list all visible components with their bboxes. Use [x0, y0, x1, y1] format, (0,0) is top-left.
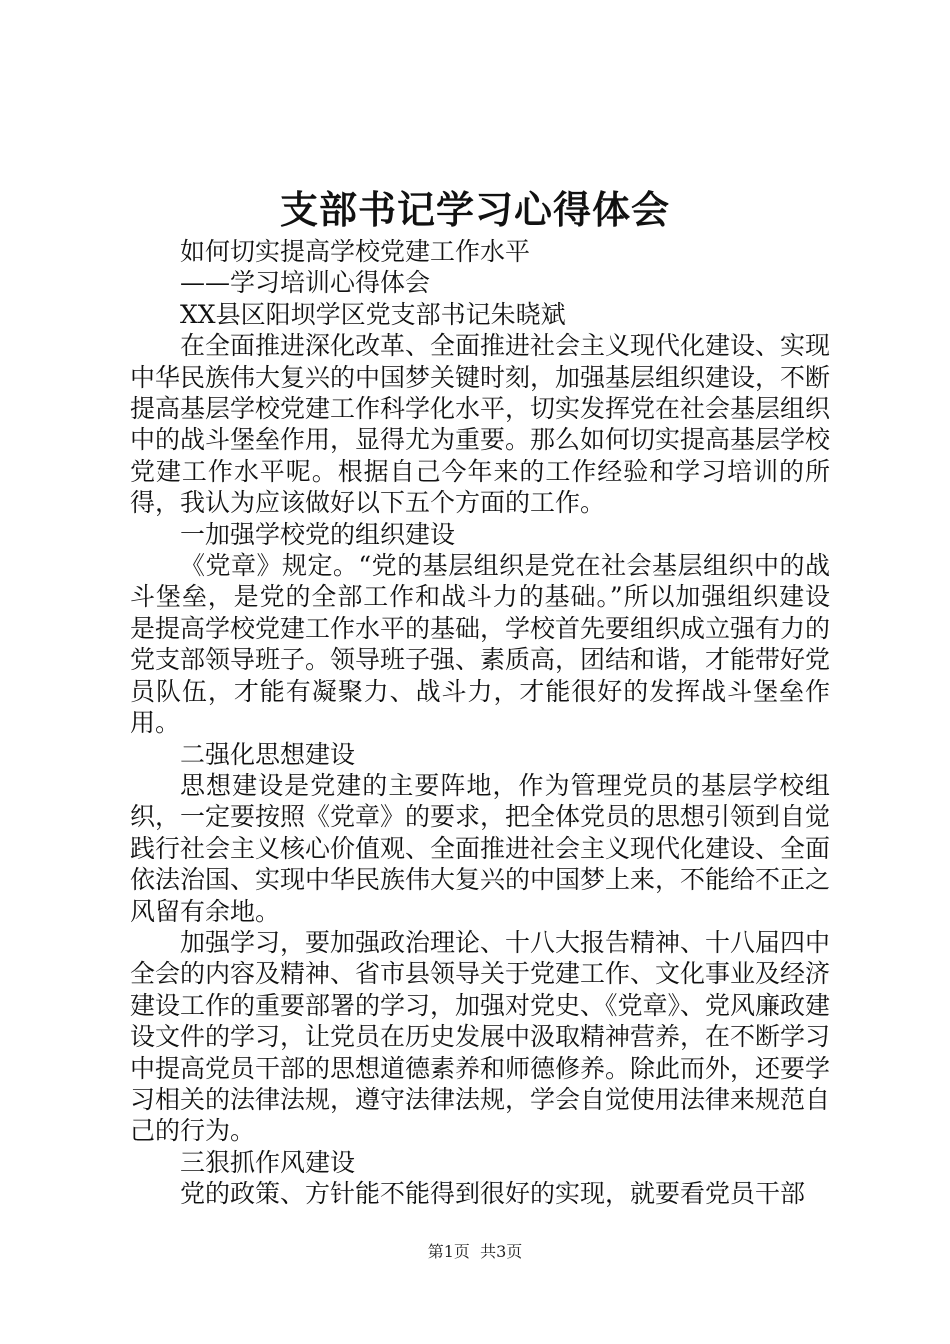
author-line: XX县区阳坝学区党支部书记朱晓斌 — [180, 299, 566, 329]
subtitle-line: ——学习培训心得体会 — [180, 268, 431, 298]
document-body — [130, 236, 830, 1210]
body-paragraph: 《党章》规定。“党的基层组织是党在社会基层组织中的战斗堡垒，是党的全部工作和战斗力的基础。”所以加强组织建设是提高学校党建工作水平的基础，学校首先要组织成立强有力的党支部领导班子。领导班子强、素质高，团结和谐，才能带好党员队伍，才能有凝聚力、战斗力，才能很好的发挥战斗堡垒作用。 — [130, 551, 831, 738]
body-paragraph: 党的政策、方针能不能得到很好的实现，就要看党员干部 — [180, 1179, 806, 1209]
subtitle-line: 如何切实提高学校党建工作水平 — [180, 237, 531, 266]
page-footer — [0, 1241, 950, 1263]
section-heading: 二强化思想建设 — [180, 739, 356, 769]
document-title: 支部书记学习心得体会 — [279, 187, 670, 232]
section-heading: 三狠抓作风建设 — [180, 1147, 356, 1177]
body-paragraph: 加强学习，要加强政治理论、十八大报告精神、十八届四中全会的内容及精神、省市县领导关于党建工作、文化事业及经济建设工作的重要部署的学习，加强对党史、《党章》、党风廉政建设文件的学习，让党员在历史发展中汲取精神营养，在不断学习中提高党员干部的思想道德素养和师德修养。除此而外，还要学习相关的法律法规，遵守法律法规，学会自觉使用法律来规范自己的行为。 — [130, 927, 831, 1146]
page-number: 第1页 共3页 — [427, 1242, 523, 1261]
body-paragraph: 思想建设是党建的主要阵地，作为管理党员的基层学校组织，一定要按照《党章》的要求，把全体党员的思想引领到自觉践行社会主义核心价值观、全面推进社会主义现代化建设、全面依法治国、实现中华民族伟大复兴的中国梦上来，不能给不正之风留有余地。 — [130, 770, 831, 926]
section-heading: 一加强学校党的组织建设 — [180, 519, 456, 549]
body-paragraph: 在全面推进深化改革、全面推进社会主义现代化建设、实现中华民族伟大复兴的中国梦关键时刻，加强基层组织建设，不断提高基层学校党建工作科学化水平，切实发挥党在社会基层组织中的战斗堡垒作用，显得尤为重要。那么如何切实提高基层学校党建工作水平呢。根据自己今年来的工作经验和学习培训的所得，我认为应该做好以下五个方面的工作。 — [130, 331, 831, 518]
